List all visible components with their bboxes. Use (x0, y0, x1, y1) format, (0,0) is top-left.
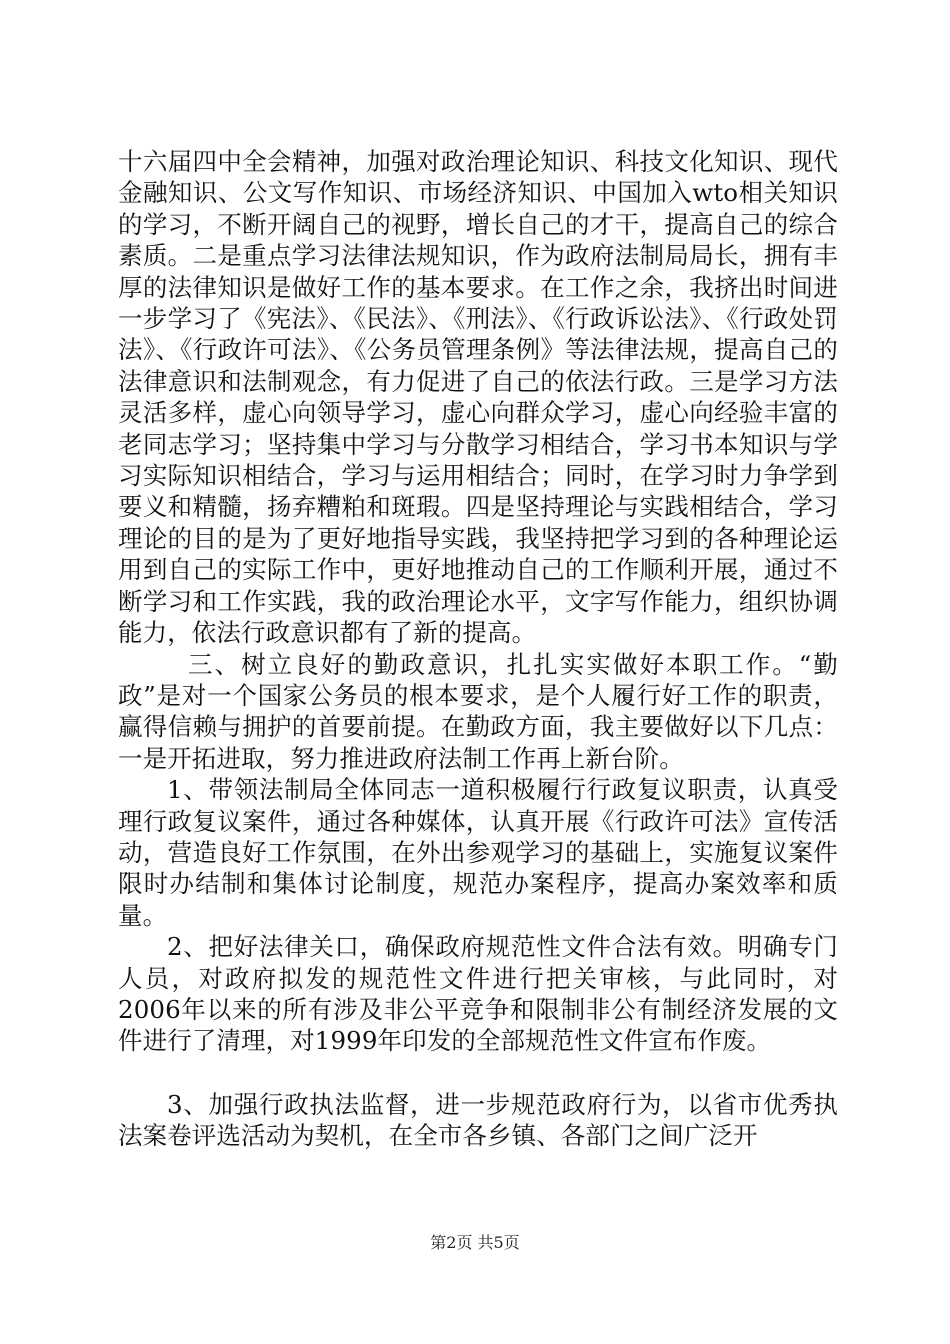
document-body (118, 146, 838, 1152)
paragraph-item-three: 3、加强行政执法监督，进一步规范政府行为，以省市优秀执法案卷评选活动为契机，在全市各乡镇、各部门之间广泛开 (118, 1089, 838, 1151)
paragraph-item-one: 1、带领法制局全体同志一道积极履行行政复议职责，认真受理行政复议案件，通过各种媒体，认真开展《行政许可法》宣传活动，营造良好工作氛围，在外出参观学习的基础上，实施复议案件限时办结制和集体讨论制度，规范办案程序，提高办案效率和质量。 (118, 775, 838, 930)
page-number-footer: 第2页 共5页 (430, 1233, 520, 1252)
paragraph-item-two: 2、把好法律关口，确保政府规范性文件合法有效。明确专门人员，对政府拟发的规范性文件进行把关审核，与此同时，对2006年以来的所有涉及非公平竞争和限制非公有制经济发展的文件进行了清理，对1999年印发的全部规范性文件宣布作废。 (118, 932, 838, 1056)
paragraph-section-three: 三、树立良好的勤政意识，扎扎实实做好本职工作。“勤政”是对一个国家公务员的根本要求，是个人履行好工作的职责，赢得信赖与拥护的首要前提。在勤政方面，我主要做好以下几点：一是开拓进取，努力推进政府法制工作再上新台阶。 (118, 649, 838, 773)
paragraph-study-continued: 十六届四中全会精神，加强对政治理论知识、科技文化知识、现代金融知识、公文写作知识、市场经济知识、中国加入wto相关知识的学习，不断开阔自己的视野，增长自己的才干，提高自己的综合素质。二是重点学习法律法规知识，作为政府法制局局长，拥有丰厚的法律知识是做好工作的基本要求。在工作之余，我挤出时间进一步学习了《宪法》、《民法》、《刑法》、《行政诉讼法》、《行政处罚法》、《行政许可法》、《公务员管理条例》等法律法规，提高自己的法律意识和法制观念，有力促进了自己的依法行政。三是学习方法灵活多样，虚心向领导学习，虚心向群众学习，虚心向经验丰富的老同志学习；坚持集中学习与分散学习相结合，学习书本知识与学习实际知识相结合，学习与运用相结合；同时，在学习时力争学到要义和精髓，扬弃糟粕和斑瑕。四是坚持理论与实践相结合，学习理论的目的是为了更好地指导实践，我坚持把学习到的各种理论运用到自己的实际工作中，更好地推动自己的工作顺利开展，通过不断学习和工作实践，我的政治理论水平，文字写作能力，组织协调能力，依法行政意识都有了新的提高。 (118, 147, 838, 648)
